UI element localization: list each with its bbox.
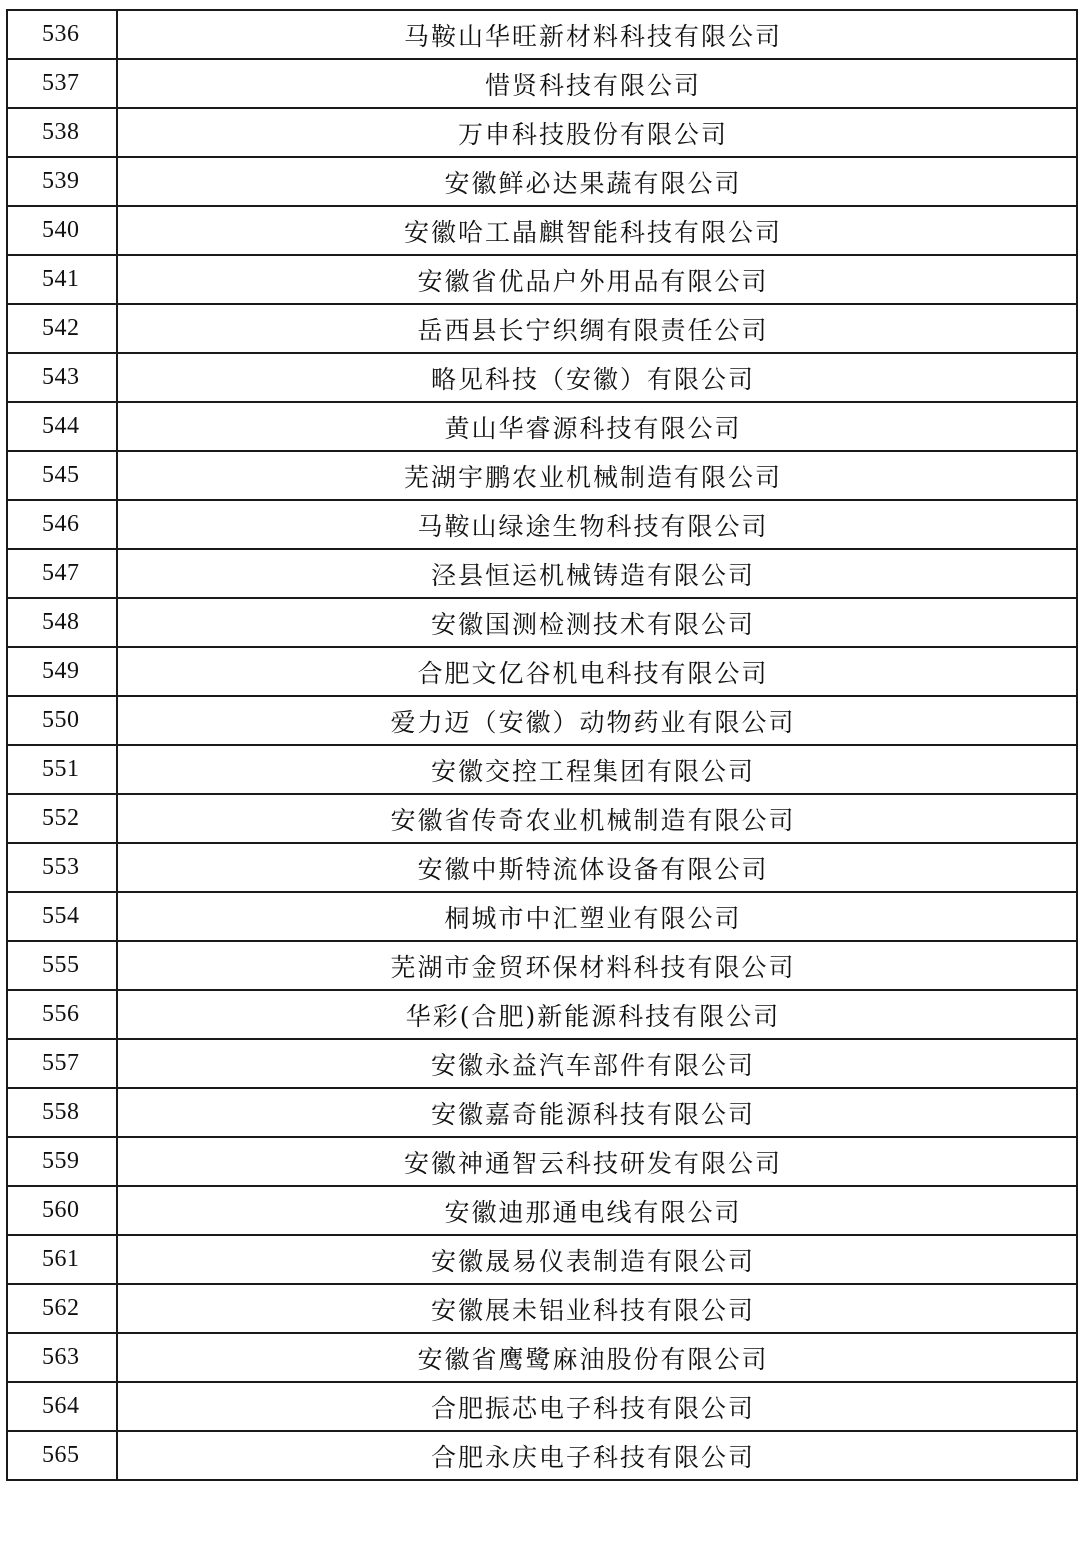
company-name: 芜湖宇鹏农业机械制造有限公司 [117,451,1077,500]
table-row [7,451,1077,500]
row-number: 549 [7,647,117,696]
table-row [7,1333,1077,1382]
row-number: 555 [7,941,117,990]
row-number: 552 [7,794,117,843]
row-number: 540 [7,206,117,255]
row-number: 556 [7,990,117,1039]
table-row [7,1431,1077,1480]
company-name: 安徽交控工程集团有限公司 [117,745,1077,794]
table-row [7,10,1077,59]
company-name: 安徽神通智云科技研发有限公司 [117,1137,1077,1186]
row-number: 559 [7,1137,117,1186]
row-number: 551 [7,745,117,794]
row-number: 542 [7,304,117,353]
company-name: 泾县恒运机械铸造有限公司 [117,549,1077,598]
table-row [7,1382,1077,1431]
company-name: 安徽鲜必达果蔬有限公司 [117,157,1077,206]
table-row [7,1284,1077,1333]
table-row [7,1088,1077,1137]
table-row [7,892,1077,941]
company-name: 合肥振芯电子科技有限公司 [117,1382,1077,1431]
company-name: 马鞍山华旺新材料科技有限公司 [117,10,1077,59]
row-number: 564 [7,1382,117,1431]
row-number: 565 [7,1431,117,1480]
row-number: 536 [7,10,117,59]
table-row [7,353,1077,402]
row-number: 545 [7,451,117,500]
company-name: 安徽哈工晶麒智能科技有限公司 [117,206,1077,255]
company-name: 安徽省鹰鹭麻油股份有限公司 [117,1333,1077,1382]
company-name: 合肥永庆电子科技有限公司 [117,1431,1077,1480]
row-number: 554 [7,892,117,941]
company-name: 万申科技股份有限公司 [117,108,1077,157]
table-row [7,157,1077,206]
company-name: 略见科技（安徽）有限公司 [117,353,1077,402]
company-name: 安徽展未铝业科技有限公司 [117,1284,1077,1333]
table-row [7,647,1077,696]
company-list-table [6,9,1078,1481]
company-name: 爱力迈（安徽）动物药业有限公司 [117,696,1077,745]
company-name: 安徽迪那通电线有限公司 [117,1186,1077,1235]
table-row [7,59,1077,108]
row-number: 546 [7,500,117,549]
company-name: 芜湖市金贸环保材料科技有限公司 [117,941,1077,990]
row-number: 547 [7,549,117,598]
table-row [7,1039,1077,1088]
table-row [7,941,1077,990]
row-number: 561 [7,1235,117,1284]
table-row [7,1186,1077,1235]
table-row [7,598,1077,647]
table-row [7,108,1077,157]
table-row [7,1137,1077,1186]
table-row [7,745,1077,794]
table-row [7,1235,1077,1284]
company-name: 惜贤科技有限公司 [117,59,1077,108]
row-number: 541 [7,255,117,304]
table-row [7,304,1077,353]
table-row [7,794,1077,843]
company-name: 安徽永益汽车部件有限公司 [117,1039,1077,1088]
row-number: 539 [7,157,117,206]
table-row [7,843,1077,892]
company-name: 合肥文亿谷机电科技有限公司 [117,647,1077,696]
row-number: 563 [7,1333,117,1382]
row-number: 558 [7,1088,117,1137]
table-row [7,500,1077,549]
company-name: 安徽省传奇农业机械制造有限公司 [117,794,1077,843]
company-name: 马鞍山绿途生物科技有限公司 [117,500,1077,549]
company-name: 桐城市中汇塑业有限公司 [117,892,1077,941]
row-number: 553 [7,843,117,892]
table-row [7,255,1077,304]
table-row [7,206,1077,255]
row-number: 537 [7,59,117,108]
table-row [7,696,1077,745]
row-number: 562 [7,1284,117,1333]
row-number: 560 [7,1186,117,1235]
row-number: 538 [7,108,117,157]
company-name: 黄山华睿源科技有限公司 [117,402,1077,451]
table-row [7,990,1077,1039]
company-name: 安徽省优品户外用品有限公司 [117,255,1077,304]
row-number: 548 [7,598,117,647]
row-number: 550 [7,696,117,745]
table-row [7,402,1077,451]
table-body [7,10,1077,1480]
company-name: 安徽嘉奇能源科技有限公司 [117,1088,1077,1137]
company-name: 岳西县长宁织绸有限责任公司 [117,304,1077,353]
row-number: 557 [7,1039,117,1088]
company-name: 安徽国测检测技术有限公司 [117,598,1077,647]
row-number: 544 [7,402,117,451]
table-row [7,549,1077,598]
company-name: 安徽中斯特流体设备有限公司 [117,843,1077,892]
row-number: 543 [7,353,117,402]
company-name: 华彩(合肥)新能源科技有限公司 [117,990,1077,1039]
company-name: 安徽晟易仪表制造有限公司 [117,1235,1077,1284]
